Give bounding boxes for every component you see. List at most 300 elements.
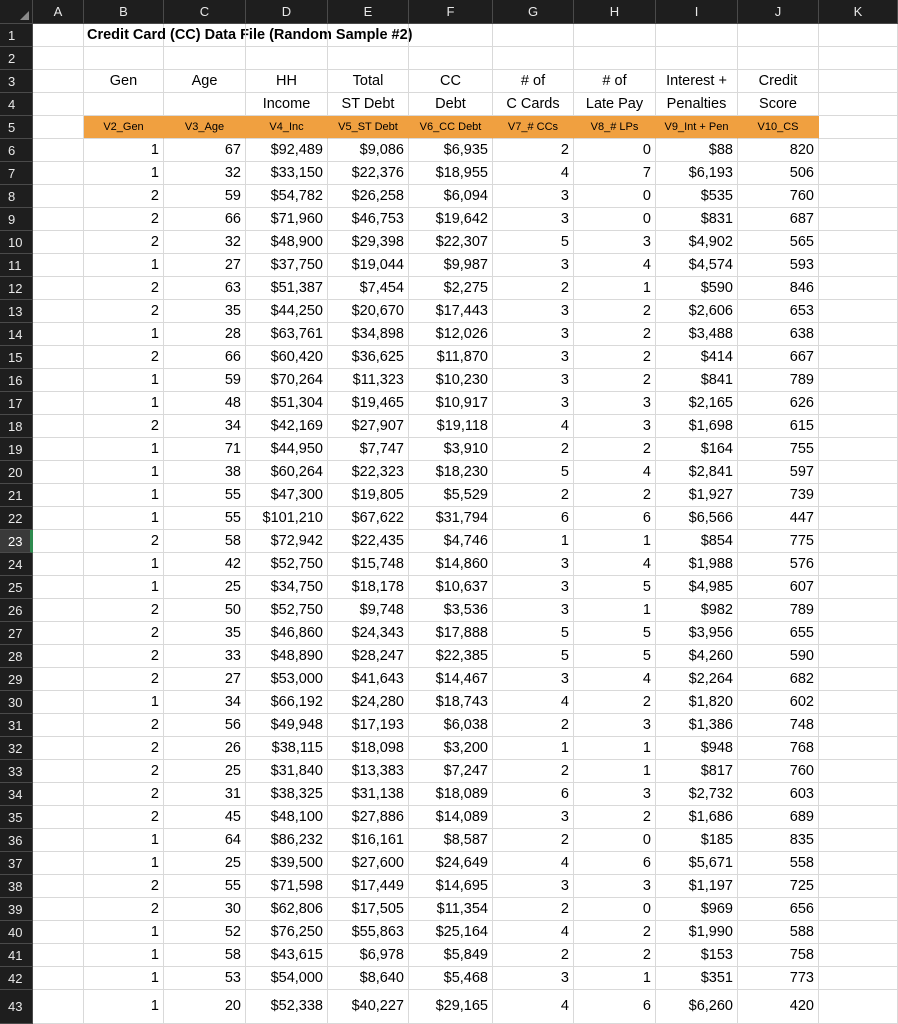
data-cell[interactable]: $71,960 [246, 208, 328, 231]
data-cell[interactable]: 3 [493, 208, 574, 231]
data-cell[interactable]: 1 [493, 530, 574, 553]
data-cell[interactable]: 1 [84, 553, 164, 576]
data-cell[interactable]: $9,987 [409, 254, 493, 277]
row-header-26[interactable]: 26 [0, 599, 33, 622]
row-header-28[interactable]: 28 [0, 645, 33, 668]
data-cell[interactable]: $5,849 [409, 944, 493, 967]
data-cell[interactable]: $18,230 [409, 461, 493, 484]
column-label[interactable]: HH [246, 70, 328, 93]
data-cell[interactable]: 2 [84, 231, 164, 254]
data-cell[interactable]: 2 [574, 921, 656, 944]
data-cell[interactable]: $1,197 [656, 875, 738, 898]
data-cell[interactable]: 4 [493, 691, 574, 714]
data-cell[interactable]: 1 [574, 760, 656, 783]
cell[interactable] [33, 622, 84, 645]
data-cell[interactable]: 760 [738, 760, 819, 783]
data-cell[interactable]: 31 [164, 783, 246, 806]
data-cell[interactable]: 3 [493, 576, 574, 599]
data-cell[interactable]: 3 [493, 668, 574, 691]
cell[interactable] [819, 24, 898, 47]
data-cell[interactable]: 1 [574, 277, 656, 300]
data-cell[interactable]: 59 [164, 185, 246, 208]
data-cell[interactable]: 55 [164, 484, 246, 507]
data-cell[interactable]: $3,910 [409, 438, 493, 461]
data-cell[interactable]: 66 [164, 346, 246, 369]
data-cell[interactable]: 5 [493, 461, 574, 484]
data-cell[interactable]: 758 [738, 944, 819, 967]
data-cell[interactable]: 1 [84, 944, 164, 967]
data-cell[interactable]: 2 [84, 760, 164, 783]
data-cell[interactable]: 2 [84, 668, 164, 691]
cell[interactable] [819, 806, 898, 829]
data-cell[interactable]: 2 [493, 898, 574, 921]
data-cell[interactable]: 590 [738, 645, 819, 668]
cell[interactable] [819, 576, 898, 599]
data-cell[interactable]: $27,600 [328, 852, 409, 875]
cell[interactable] [33, 392, 84, 415]
data-cell[interactable]: 66 [164, 208, 246, 231]
row-header-2[interactable]: 2 [0, 47, 33, 70]
data-cell[interactable]: $20,670 [328, 300, 409, 323]
column-label[interactable]: C Cards [493, 93, 574, 116]
variable-name[interactable]: V9_Int + Pen [656, 116, 738, 139]
data-cell[interactable]: $51,304 [246, 392, 328, 415]
row-header-14[interactable]: 14 [0, 323, 33, 346]
data-cell[interactable]: 4 [493, 162, 574, 185]
data-cell[interactable]: 1 [84, 829, 164, 852]
data-cell[interactable]: $44,950 [246, 438, 328, 461]
data-cell[interactable]: $17,505 [328, 898, 409, 921]
data-cell[interactable]: 653 [738, 300, 819, 323]
data-cell[interactable]: $52,750 [246, 553, 328, 576]
data-cell[interactable]: $22,307 [409, 231, 493, 254]
data-cell[interactable]: 1 [84, 967, 164, 990]
row-header-40[interactable]: 40 [0, 921, 33, 944]
data-cell[interactable]: 3 [493, 254, 574, 277]
data-cell[interactable]: 1 [574, 967, 656, 990]
data-cell[interactable]: 4 [574, 461, 656, 484]
data-cell[interactable]: 689 [738, 806, 819, 829]
data-cell[interactable]: $2,264 [656, 668, 738, 691]
data-cell[interactable]: $15,748 [328, 553, 409, 576]
data-cell[interactable]: 2 [84, 415, 164, 438]
data-cell[interactable]: 1 [574, 599, 656, 622]
row-header-8[interactable]: 8 [0, 185, 33, 208]
data-cell[interactable]: $48,900 [246, 231, 328, 254]
data-cell[interactable]: $2,275 [409, 277, 493, 300]
data-cell[interactable]: 3 [493, 185, 574, 208]
cell[interactable] [819, 875, 898, 898]
data-cell[interactable]: $48,890 [246, 645, 328, 668]
row-header-10[interactable]: 10 [0, 231, 33, 254]
cell[interactable] [33, 116, 84, 139]
data-cell[interactable]: 50 [164, 599, 246, 622]
data-cell[interactable]: $18,743 [409, 691, 493, 714]
data-cell[interactable]: $16,161 [328, 829, 409, 852]
cell[interactable] [819, 622, 898, 645]
cell[interactable] [819, 990, 898, 1024]
data-cell[interactable]: $29,398 [328, 231, 409, 254]
data-cell[interactable]: $48,100 [246, 806, 328, 829]
data-cell[interactable]: 667 [738, 346, 819, 369]
data-cell[interactable]: 1 [84, 162, 164, 185]
data-cell[interactable]: $53,000 [246, 668, 328, 691]
data-cell[interactable]: $92,489 [246, 139, 328, 162]
data-cell[interactable]: 2 [84, 346, 164, 369]
data-cell[interactable]: $31,138 [328, 783, 409, 806]
data-cell[interactable]: 1 [84, 323, 164, 346]
data-cell[interactable]: 2 [493, 139, 574, 162]
column-label[interactable]: # of [493, 70, 574, 93]
data-cell[interactable]: $590 [656, 277, 738, 300]
data-cell[interactable]: 1 [574, 530, 656, 553]
cell[interactable] [33, 139, 84, 162]
cell[interactable] [819, 231, 898, 254]
variable-name[interactable]: V4_Inc [246, 116, 328, 139]
data-cell[interactable]: $62,806 [246, 898, 328, 921]
data-cell[interactable]: $1,386 [656, 714, 738, 737]
data-cell[interactable]: $1,686 [656, 806, 738, 829]
data-cell[interactable]: 56 [164, 714, 246, 737]
data-cell[interactable]: 506 [738, 162, 819, 185]
data-cell[interactable]: $1,990 [656, 921, 738, 944]
cell[interactable] [33, 599, 84, 622]
cell[interactable] [819, 829, 898, 852]
data-cell[interactable]: $969 [656, 898, 738, 921]
data-cell[interactable]: 835 [738, 829, 819, 852]
row-header-36[interactable]: 36 [0, 829, 33, 852]
data-cell[interactable]: 2 [493, 484, 574, 507]
cell[interactable] [574, 24, 656, 47]
data-cell[interactable]: $8,640 [328, 967, 409, 990]
data-cell[interactable]: 725 [738, 875, 819, 898]
data-cell[interactable]: $6,978 [328, 944, 409, 967]
data-cell[interactable]: 5 [493, 645, 574, 668]
data-cell[interactable]: $28,247 [328, 645, 409, 668]
data-cell[interactable]: 820 [738, 139, 819, 162]
data-cell[interactable]: 45 [164, 806, 246, 829]
cell[interactable] [819, 967, 898, 990]
row-header-34[interactable]: 34 [0, 783, 33, 806]
data-cell[interactable]: 67 [164, 139, 246, 162]
cell[interactable] [33, 990, 84, 1024]
data-cell[interactable]: 1 [84, 369, 164, 392]
data-cell[interactable]: $12,026 [409, 323, 493, 346]
data-cell[interactable]: 55 [164, 507, 246, 530]
data-cell[interactable]: 0 [574, 829, 656, 852]
data-cell[interactable]: $14,089 [409, 806, 493, 829]
cell[interactable] [33, 277, 84, 300]
row-header-31[interactable]: 31 [0, 714, 33, 737]
cell[interactable] [328, 24, 409, 47]
data-cell[interactable]: 607 [738, 576, 819, 599]
row-header-21[interactable]: 21 [0, 484, 33, 507]
data-cell[interactable]: $19,642 [409, 208, 493, 231]
cell[interactable] [819, 484, 898, 507]
data-cell[interactable]: $72,942 [246, 530, 328, 553]
data-cell[interactable]: 3 [574, 231, 656, 254]
cell[interactable] [33, 714, 84, 737]
column-label[interactable] [84, 93, 164, 116]
variable-name[interactable]: V7_# CCs [493, 116, 574, 139]
data-cell[interactable]: $27,907 [328, 415, 409, 438]
column-label[interactable]: Income [246, 93, 328, 116]
data-cell[interactable]: $17,888 [409, 622, 493, 645]
column-header-k[interactable]: K [819, 0, 898, 24]
cell[interactable] [33, 760, 84, 783]
data-cell[interactable]: 58 [164, 944, 246, 967]
data-cell[interactable]: 4 [493, 852, 574, 875]
data-cell[interactable]: $22,385 [409, 645, 493, 668]
cell[interactable] [246, 47, 328, 70]
data-cell[interactable]: 58 [164, 530, 246, 553]
data-cell[interactable]: 34 [164, 415, 246, 438]
column-label[interactable] [164, 93, 246, 116]
data-cell[interactable]: $38,325 [246, 783, 328, 806]
data-cell[interactable]: 3 [493, 369, 574, 392]
cell[interactable] [819, 392, 898, 415]
data-cell[interactable]: $10,637 [409, 576, 493, 599]
data-cell[interactable]: 682 [738, 668, 819, 691]
data-cell[interactable]: $2,732 [656, 783, 738, 806]
data-cell[interactable]: $24,280 [328, 691, 409, 714]
data-cell[interactable]: $49,948 [246, 714, 328, 737]
data-cell[interactable]: $4,746 [409, 530, 493, 553]
data-cell[interactable]: $18,098 [328, 737, 409, 760]
data-cell[interactable]: 1 [84, 507, 164, 530]
data-cell[interactable]: 5 [493, 231, 574, 254]
data-cell[interactable]: $60,264 [246, 461, 328, 484]
data-cell[interactable]: 593 [738, 254, 819, 277]
cell[interactable] [33, 668, 84, 691]
cell[interactable] [33, 47, 84, 70]
cell[interactable] [33, 806, 84, 829]
column-label[interactable]: Credit [738, 70, 819, 93]
data-cell[interactable]: $18,955 [409, 162, 493, 185]
data-cell[interactable]: $2,165 [656, 392, 738, 415]
data-cell[interactable]: $47,300 [246, 484, 328, 507]
column-header-e[interactable]: E [328, 0, 409, 24]
data-cell[interactable]: 748 [738, 714, 819, 737]
data-cell[interactable]: $2,606 [656, 300, 738, 323]
data-cell[interactable]: 6 [493, 783, 574, 806]
data-cell[interactable]: 1 [493, 737, 574, 760]
cell[interactable] [33, 300, 84, 323]
data-cell[interactable]: 27 [164, 668, 246, 691]
data-cell[interactable]: $4,574 [656, 254, 738, 277]
column-header-f[interactable]: F [409, 0, 493, 24]
cell[interactable] [819, 70, 898, 93]
data-cell[interactable]: $11,354 [409, 898, 493, 921]
data-cell[interactable]: $414 [656, 346, 738, 369]
cell[interactable] [84, 47, 164, 70]
data-cell[interactable]: $17,193 [328, 714, 409, 737]
cell[interactable] [33, 484, 84, 507]
data-cell[interactable]: 48 [164, 392, 246, 415]
data-cell[interactable]: 3 [493, 346, 574, 369]
data-cell[interactable]: 4 [493, 990, 574, 1024]
column-label[interactable]: Gen [84, 70, 164, 93]
row-header-16[interactable]: 16 [0, 369, 33, 392]
cell[interactable] [33, 530, 84, 553]
data-cell[interactable]: 1 [84, 484, 164, 507]
row-header-18[interactable]: 18 [0, 415, 33, 438]
data-cell[interactable]: 2 [84, 898, 164, 921]
data-cell[interactable]: 768 [738, 737, 819, 760]
data-cell[interactable]: $7,454 [328, 277, 409, 300]
cell[interactable] [33, 369, 84, 392]
row-header-20[interactable]: 20 [0, 461, 33, 484]
cell[interactable] [33, 944, 84, 967]
data-cell[interactable]: 55 [164, 875, 246, 898]
column-header-j[interactable]: J [738, 0, 819, 24]
data-cell[interactable]: 35 [164, 300, 246, 323]
data-cell[interactable]: 846 [738, 277, 819, 300]
row-header-22[interactable]: 22 [0, 507, 33, 530]
row-header-41[interactable]: 41 [0, 944, 33, 967]
data-cell[interactable]: 4 [574, 668, 656, 691]
data-cell[interactable]: 2 [84, 300, 164, 323]
cell[interactable] [819, 323, 898, 346]
column-label[interactable]: Penalties [656, 93, 738, 116]
column-header-g[interactable]: G [493, 0, 574, 24]
data-cell[interactable]: $17,449 [328, 875, 409, 898]
data-cell[interactable]: 760 [738, 185, 819, 208]
data-cell[interactable]: 6 [493, 507, 574, 530]
data-cell[interactable]: $44,250 [246, 300, 328, 323]
cell[interactable] [819, 277, 898, 300]
data-cell[interactable]: 2 [84, 185, 164, 208]
column-label[interactable]: Interest + [656, 70, 738, 93]
data-cell[interactable]: 0 [574, 139, 656, 162]
data-cell[interactable]: 1 [84, 438, 164, 461]
cell[interactable] [33, 93, 84, 116]
data-cell[interactable]: 1 [84, 139, 164, 162]
cell[interactable] [819, 714, 898, 737]
data-cell[interactable]: 2 [493, 714, 574, 737]
column-header-i[interactable]: I [656, 0, 738, 24]
data-cell[interactable]: $46,860 [246, 622, 328, 645]
data-cell[interactable]: 420 [738, 990, 819, 1024]
cell[interactable] [33, 461, 84, 484]
data-cell[interactable]: 6 [574, 507, 656, 530]
row-header-27[interactable]: 27 [0, 622, 33, 645]
data-cell[interactable]: $4,260 [656, 645, 738, 668]
cell[interactable] [493, 47, 574, 70]
row-header-4[interactable]: 4 [0, 93, 33, 116]
row-header-17[interactable]: 17 [0, 392, 33, 415]
cell[interactable] [493, 24, 574, 47]
cell[interactable] [246, 24, 328, 47]
data-cell[interactable]: $17,443 [409, 300, 493, 323]
data-cell[interactable]: 655 [738, 622, 819, 645]
data-cell[interactable]: $4,985 [656, 576, 738, 599]
data-cell[interactable]: 35 [164, 622, 246, 645]
data-cell[interactable]: 3 [574, 783, 656, 806]
data-cell[interactable]: 4 [574, 254, 656, 277]
data-cell[interactable]: $854 [656, 530, 738, 553]
data-cell[interactable]: 2 [84, 645, 164, 668]
row-header-29[interactable]: 29 [0, 668, 33, 691]
data-cell[interactable]: $27,886 [328, 806, 409, 829]
row-header-9[interactable]: 9 [0, 208, 33, 231]
data-cell[interactable]: $14,695 [409, 875, 493, 898]
data-cell[interactable]: 1 [84, 576, 164, 599]
cell[interactable] [409, 24, 493, 47]
data-cell[interactable]: $3,200 [409, 737, 493, 760]
cell[interactable] [819, 461, 898, 484]
data-cell[interactable]: $4,902 [656, 231, 738, 254]
data-cell[interactable]: $8,587 [409, 829, 493, 852]
data-cell[interactable]: 2 [84, 806, 164, 829]
cell[interactable] [819, 254, 898, 277]
row-header-11[interactable]: 11 [0, 254, 33, 277]
data-cell[interactable]: 789 [738, 369, 819, 392]
data-cell[interactable]: $535 [656, 185, 738, 208]
data-cell[interactable]: $153 [656, 944, 738, 967]
data-cell[interactable]: $22,323 [328, 461, 409, 484]
data-cell[interactable]: 38 [164, 461, 246, 484]
cell[interactable] [33, 898, 84, 921]
row-header-15[interactable]: 15 [0, 346, 33, 369]
data-cell[interactable]: 3 [493, 875, 574, 898]
row-header-24[interactable]: 24 [0, 553, 33, 576]
data-cell[interactable]: $54,782 [246, 185, 328, 208]
data-cell[interactable]: $18,089 [409, 783, 493, 806]
data-cell[interactable]: 25 [164, 760, 246, 783]
variable-name[interactable]: V8_# LPs [574, 116, 656, 139]
data-cell[interactable]: $7,747 [328, 438, 409, 461]
cell[interactable] [819, 47, 898, 70]
column-header-a[interactable]: A [33, 0, 84, 24]
cell[interactable] [164, 24, 246, 47]
data-cell[interactable]: $10,230 [409, 369, 493, 392]
cell[interactable] [33, 415, 84, 438]
data-cell[interactable]: $5,529 [409, 484, 493, 507]
data-cell[interactable]: $55,863 [328, 921, 409, 944]
data-cell[interactable]: 6 [574, 990, 656, 1024]
data-cell[interactable]: $19,044 [328, 254, 409, 277]
data-cell[interactable]: $3,956 [656, 622, 738, 645]
column-label[interactable]: Age [164, 70, 246, 93]
data-cell[interactable]: 0 [574, 208, 656, 231]
row-header-37[interactable]: 37 [0, 852, 33, 875]
row-header-33[interactable]: 33 [0, 760, 33, 783]
data-cell[interactable]: 656 [738, 898, 819, 921]
cell[interactable] [33, 507, 84, 530]
data-cell[interactable]: 615 [738, 415, 819, 438]
data-cell[interactable]: $817 [656, 760, 738, 783]
cell[interactable] [33, 829, 84, 852]
data-cell[interactable]: 32 [164, 231, 246, 254]
data-cell[interactable]: 2 [574, 944, 656, 967]
data-cell[interactable]: 3 [493, 967, 574, 990]
cell[interactable] [819, 737, 898, 760]
cell[interactable] [33, 645, 84, 668]
data-cell[interactable]: $1,698 [656, 415, 738, 438]
data-cell[interactable]: 558 [738, 852, 819, 875]
data-cell[interactable]: 3 [493, 553, 574, 576]
data-cell[interactable]: 2 [84, 875, 164, 898]
data-cell[interactable]: 2 [84, 714, 164, 737]
cell[interactable] [738, 47, 819, 70]
data-cell[interactable]: $70,264 [246, 369, 328, 392]
row-header-35[interactable]: 35 [0, 806, 33, 829]
cell[interactable] [33, 691, 84, 714]
data-cell[interactable]: 2 [574, 438, 656, 461]
data-cell[interactable]: $351 [656, 967, 738, 990]
data-cell[interactable]: 25 [164, 852, 246, 875]
